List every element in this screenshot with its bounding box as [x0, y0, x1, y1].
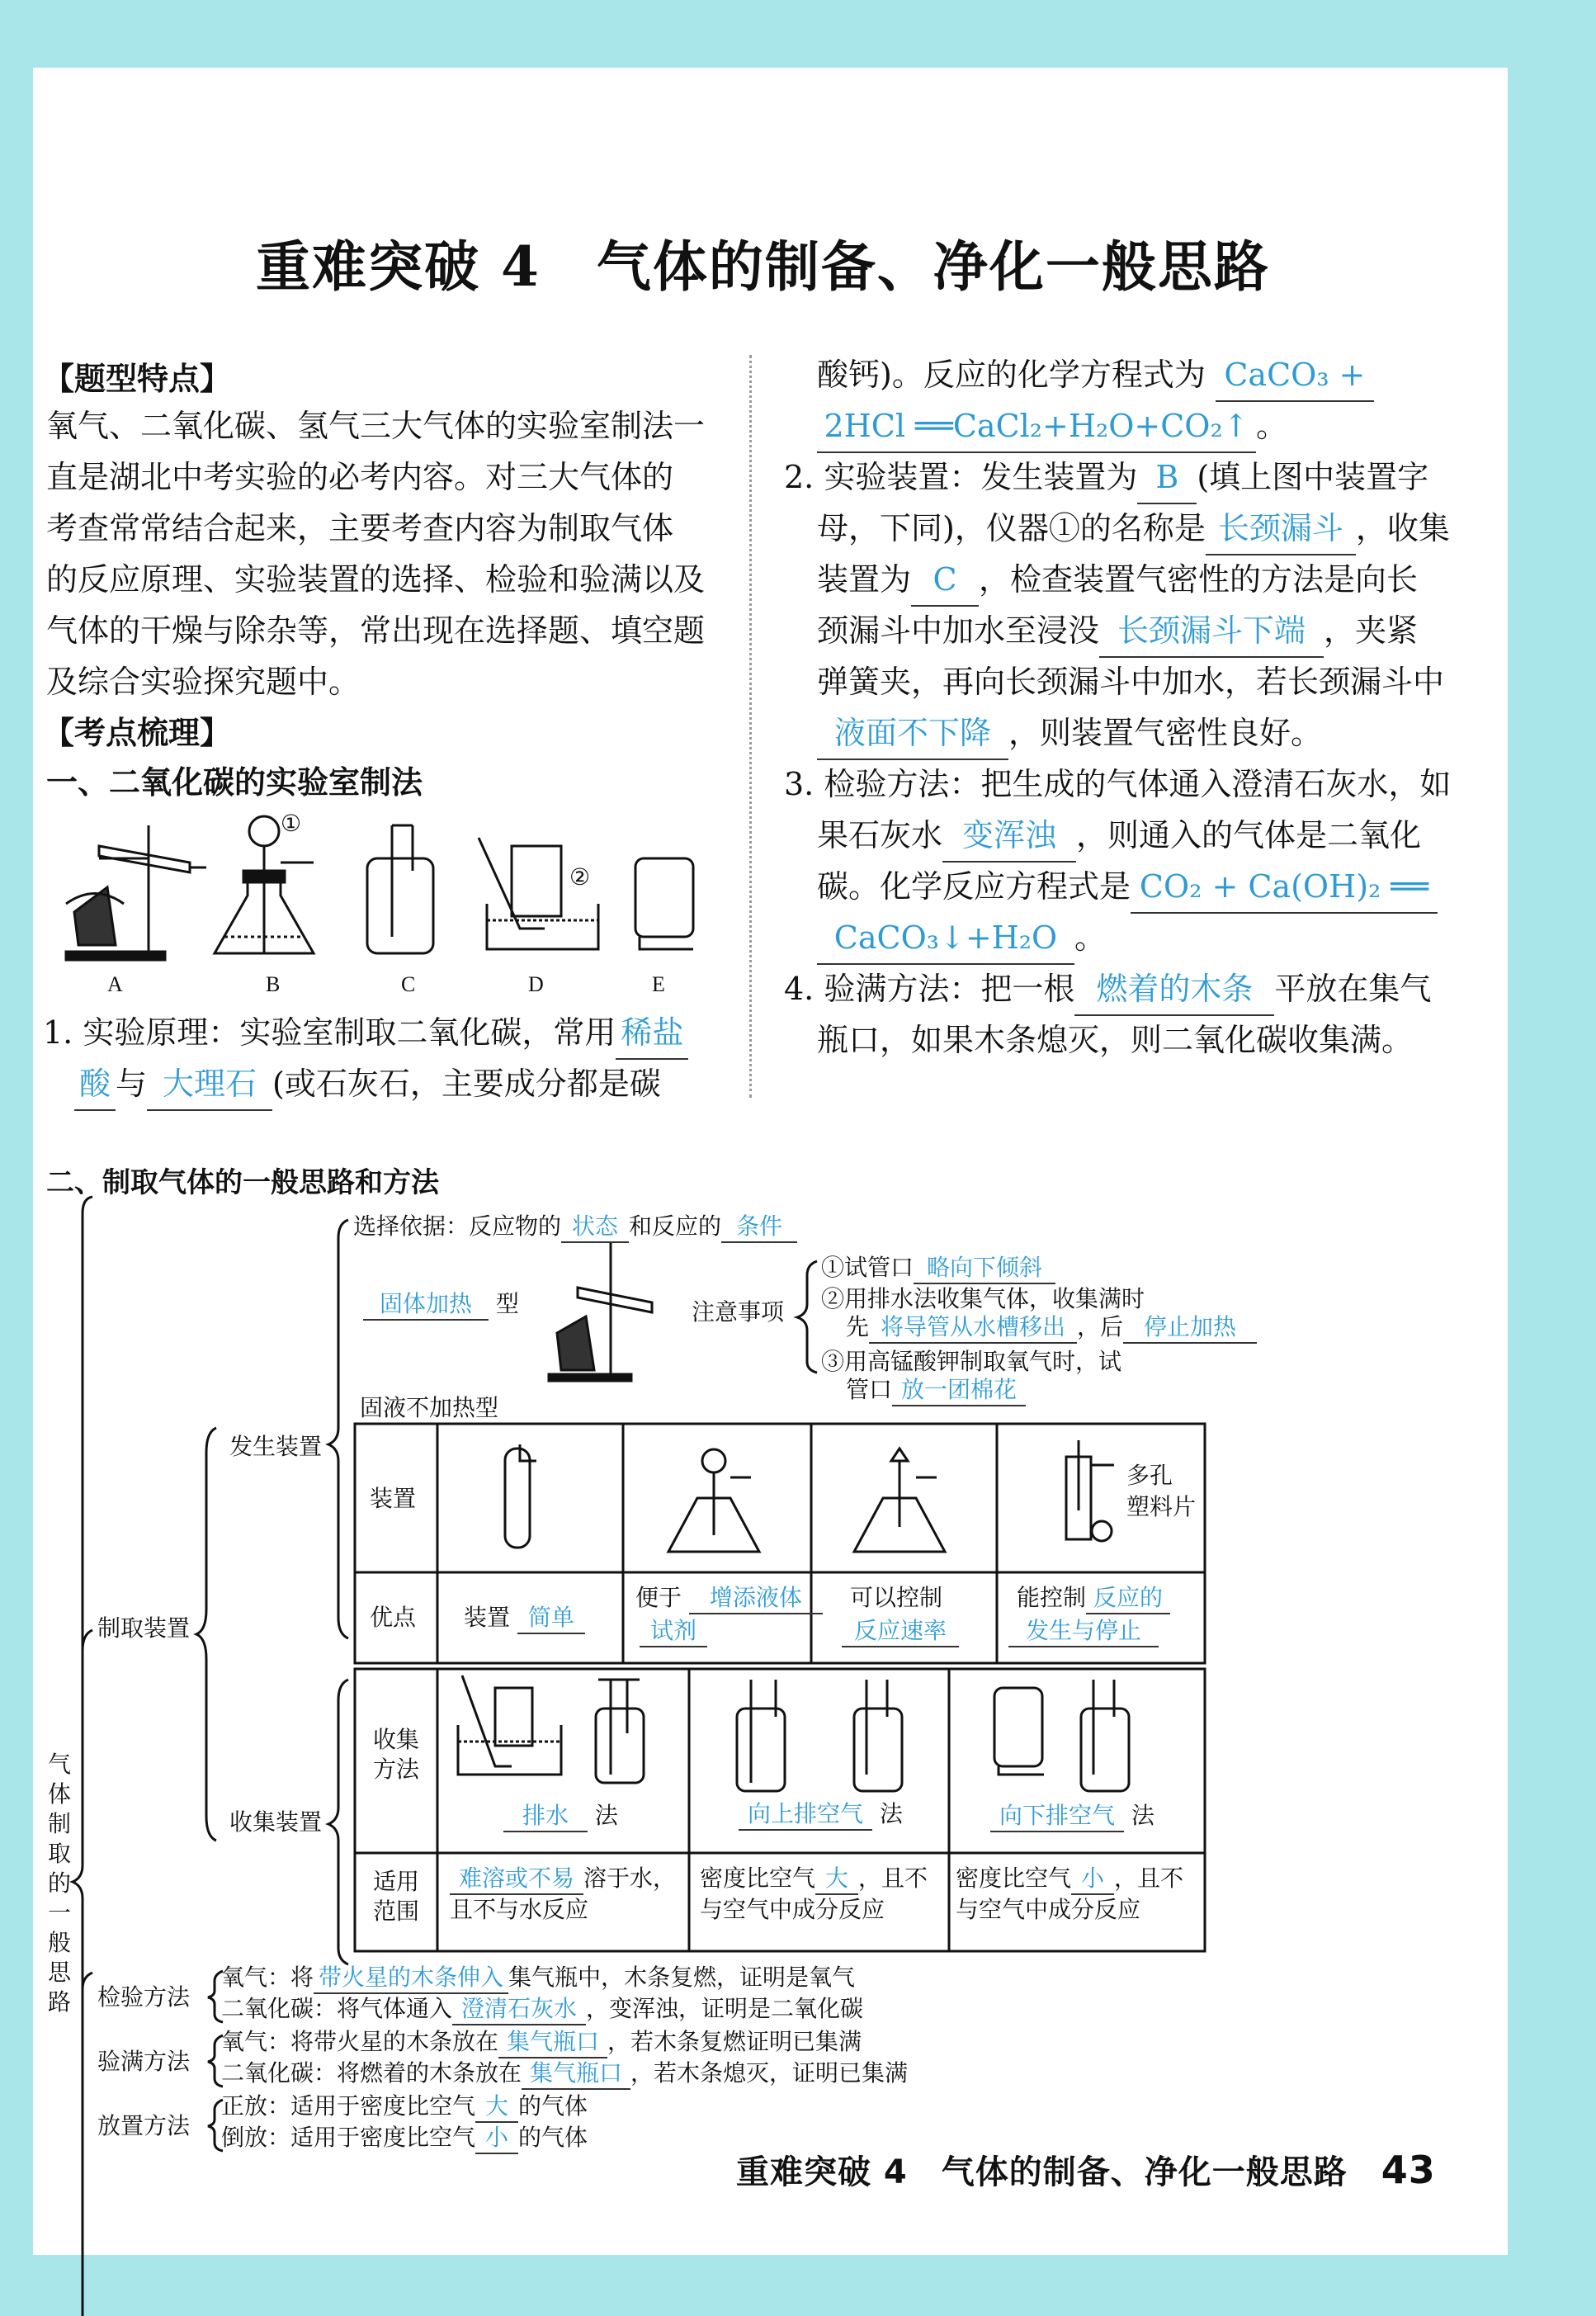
test-o2: 氧气：将 带火星的木条伸入 集气瓶中，木条复燃，证明是氧气 [221, 1963, 855, 1994]
q1-line-3: 酸钙)。反应的化学方程式为 CaCO₃ + [817, 349, 1374, 402]
porous-plate-1: 多孔 [1126, 1462, 1173, 1489]
place-up: 正放：适用于密度比空气 大 的气体 [221, 2091, 588, 2123]
label-a: A [107, 972, 123, 996]
scope-b1: 密度比空气 大 ，且不 [700, 1864, 928, 1895]
section-2-heading: 二、制取气体的一般思路和方法 [46, 1166, 439, 1199]
scope-c1: 密度比空气 小 ，且不 [956, 1864, 1183, 1895]
row-device: 装置 [370, 1485, 417, 1512]
full-co2: 二氧化碳：将燃着的木条放在 集气瓶口 ，若木条熄灭，证明已集满 [221, 2058, 908, 2090]
node-jianyan: 检验方法 [97, 1983, 191, 2011]
collect-1: 排水 法 [503, 1801, 618, 1832]
note-2b: 先 将导管从水槽移出 ，后 停止加热 [846, 1312, 1257, 1344]
collect-method-1: 收集 [373, 1726, 420, 1753]
mark-2: ② [569, 863, 591, 891]
q3-line-3: 碳。化学反应方程式是 CO₂ + Ca(OH)₂ ══ [817, 861, 1438, 914]
q1-blank-1: 稀盐 [616, 1007, 688, 1060]
q4-line-2: 瓶口，如果木条熄灭，则二氧化碳收集满。 [817, 1022, 1414, 1058]
q2-line-2: 母，下同)，仪器①的名称是 长颈漏斗 ，收集 [817, 503, 1450, 555]
label-d: D [528, 972, 544, 996]
place-down: 倒放：适用于密度比空气 小 的气体 [221, 2123, 588, 2154]
q2-line-6: 液面不下降 ，则装置气密性良好。 [817, 707, 1322, 760]
q1-line-4: 2HCl ══CaCl₂+H₂O+CO₂↑ 。 [817, 400, 1287, 453]
collect-method-2: 方法 [373, 1756, 420, 1783]
q2-line-1: 2. 实验装置：发生装置为 B (填上图中装置字 [784, 451, 1428, 504]
scope-a2: 且不与水反应 [450, 1896, 589, 1923]
node-shouji: 收集装置 [229, 1808, 323, 1836]
heading-key-points: 【考点梳理】 [43, 715, 232, 751]
intro-line-3: 考查常常结合起来，主要考查内容为制取气体 [46, 510, 674, 546]
q3-line-4: CaCO₃↓+H₂O 。 [817, 912, 1106, 965]
q3-line-1: 3. 检验方法：把生成的气体通入澄清石灰水，如 [784, 766, 1452, 802]
node-zhiqu: 制取装置 [97, 1614, 191, 1642]
q2-line-3: 装置为 C ，检查装置气密性的方法是向长 [817, 554, 1418, 607]
label-e: E [652, 972, 665, 996]
intro-line-5: 气体的干燥与除杂等，常出现在选择题、填空题 [46, 612, 706, 649]
selection-basis: 选择依据：反应物的 状态 和反应的 条件 [353, 1212, 797, 1243]
collect-3: 向下排空气 法 [990, 1801, 1155, 1832]
label-b: B [266, 972, 281, 996]
scope-a1: 难溶或不易 溶于水， [450, 1864, 676, 1895]
solid-heating-type: 固体加热 型 [363, 1289, 519, 1321]
scope-b2: 与空气中成分反应 [700, 1896, 885, 1923]
notes-label: 注意事项 [692, 1298, 785, 1326]
porous-plate-2: 塑料片 [1126, 1493, 1197, 1520]
q1-line-2: 酸 与 大理石 (或石灰石，主要成分都是碳 [74, 1058, 661, 1111]
adv-3a: 可以控制 [850, 1584, 943, 1611]
node-fangzhi: 放置方法 [97, 2112, 191, 2139]
page-title: 重难突破 4 气体的制备、净化一般思路 [256, 234, 1270, 299]
adv-3b: 反应速率 [842, 1616, 959, 1647]
intro-line-1: 氧气、二氧化碳、氢气三大气体的实验室制法一 [46, 408, 706, 444]
q4-line-1: 4. 验满方法：把一根 燃着的木条 平放在集气 [784, 963, 1431, 1016]
row-advantage: 优点 [370, 1604, 417, 1631]
full-o2: 氧气：将带火星的木条放在 集气瓶口 ，若木条复燃证明已集满 [221, 2027, 862, 2058]
heading-question-type: 【题型特点】 [43, 361, 232, 397]
mark-1: ① [281, 810, 302, 837]
q2-line-4: 颈漏斗中加水至浸没 长颈漏斗下端 ，夹紧 [817, 605, 1418, 658]
q1-blank-2: 大理石 [147, 1058, 272, 1111]
q3-line-2: 果石灰水 变浑浊 ，则通入的气体是二氧化 [817, 810, 1421, 863]
q2-line-5: 弹簧夹，再向长颈漏斗中加水，若长颈漏斗中 [817, 664, 1445, 700]
note-1: ①试管口 略向下倾斜 [821, 1253, 1055, 1284]
section-1-heading: 一、二氧化碳的实验室制法 [46, 764, 423, 801]
label-c: C [401, 972, 416, 996]
note-2a: ②用排水法收集气体，收集满时 [821, 1285, 1145, 1312]
adv-4b: 发生与停止 [1008, 1616, 1159, 1647]
adv-2a: 便于 增添液体 [635, 1583, 823, 1614]
page-number: 43 [1381, 2148, 1436, 2192]
node-yanman: 验满方法 [97, 2048, 191, 2075]
scope-1: 适用 [373, 1868, 420, 1895]
footer-text: 重难突破 4 气体的制备、净化一般思路 [736, 2153, 1348, 2191]
adv-1: 装置 简单 [464, 1603, 585, 1634]
scope-2: 范围 [373, 1898, 420, 1925]
test-co2: 二氧化碳：将气体通入 澄清石灰水 ，变浑浊，证明是二氧化碳 [221, 1994, 863, 2025]
intro-line-2: 直是湖北中考实验的必考内容。对三大气体的 [46, 459, 674, 495]
adv-4a: 能控制 反应的 [1017, 1583, 1170, 1614]
note-3a: ③用高锰酸钾制取氧气时，试 [821, 1348, 1122, 1375]
intro-line-4: 的反应原理、实验装置的选择、检验和验满以及 [46, 561, 706, 598]
solid-liquid-type: 固液不加热型 [360, 1394, 499, 1421]
page-footer [736, 2146, 1436, 2193]
node-fasheng: 发生装置 [229, 1433, 323, 1460]
collect-2: 向上排空气 法 [739, 1799, 903, 1831]
intro-line-6: 及综合实验探究题中。 [46, 664, 361, 700]
mindmap-root: 气 体 制 取 的 一 般 思 路 [48, 1751, 72, 2016]
scope-c2: 与空气中成分反应 [956, 1896, 1141, 1923]
q1-line-1: 1. 实验原理：实验室制取二氧化碳，常用 稀盐 [43, 1007, 688, 1060]
note-3b: 管口 放一团棉花 [846, 1375, 1026, 1406]
adv-2b: 试剂 [640, 1616, 707, 1647]
